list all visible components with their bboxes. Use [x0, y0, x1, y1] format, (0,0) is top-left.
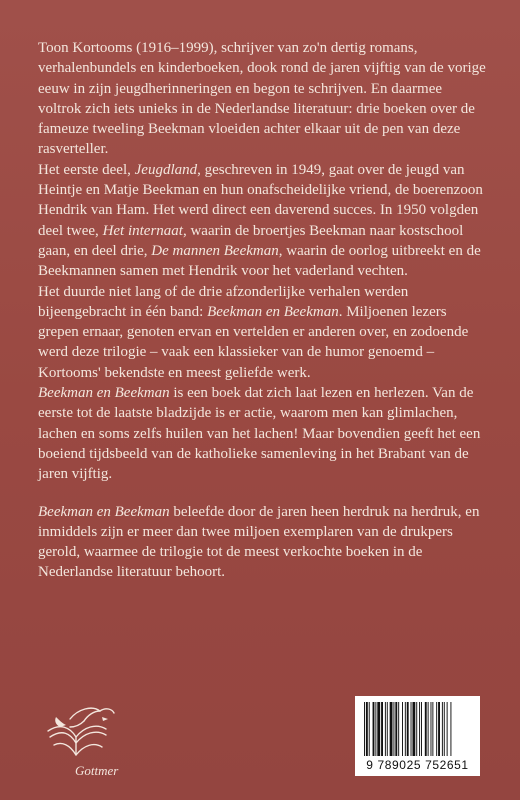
blurb-text [38, 38, 488, 583]
barcode-bar [375, 702, 376, 756]
blurb-p3-c: . Miljoenen lezers grepen ernaar, genoten ervan en vertelden er anderen over, en zodoende werd deze trilogie – vaak een klassieker van de humor genoemd – Kortooms' bekendste en meest geliefde werk. [38, 303, 469, 381]
title-de-mannen-beekman: De mannen Beekman [151, 242, 279, 259]
barcode-bar [425, 702, 427, 756]
barcode-bar [393, 702, 394, 756]
barcode-bar [381, 702, 383, 756]
barcode-bar [450, 702, 451, 756]
barcode-bar [419, 702, 420, 756]
barcode-bar [432, 702, 433, 756]
barcode-bar [377, 702, 380, 756]
blurb-paragraph-4 [38, 383, 488, 484]
blurb-p3-a: Het duurde niet lang of de drie afzonderlijke verhalen werden bijeengebracht in één band: [38, 283, 409, 320]
barcode-bar [421, 702, 422, 756]
blurb-paragraph-5 [38, 502, 488, 583]
barcode-bar [438, 702, 440, 756]
barcode-bar [366, 702, 368, 756]
title-beekman-en-beekman-3: Beekman en Beekman [38, 503, 170, 520]
blurb-p2-a: Het eerste deel, [38, 161, 135, 178]
barcode-bar [428, 702, 429, 756]
title-beekman-en-beekman-2: Beekman en Beekman [38, 385, 170, 402]
title-het-internaat: Het internaat [102, 222, 183, 239]
blurb-p2-c: , geschreven in 1949, gaat over de jeugd van Heintje en Matje Beekman en hun onafscheidelijke vriend, de boerenzoon Hendrik van Ham. Het werd direct een daverend succes. In 1950 volgden deel twee, [38, 161, 483, 239]
barcode-bar [402, 702, 403, 756]
barcode-bar [444, 702, 445, 756]
title-beekman-en-beekman: Beekman en Beekman [207, 303, 339, 320]
barcode-bar [416, 702, 417, 756]
barcode-bar [407, 702, 409, 756]
blurb-p2-g: , waarin de oorlog uitbreekt en de Beekmannen samen met Hendrik voor het vaderland vechten. [38, 242, 481, 280]
barcode-bar [405, 702, 406, 756]
barcode-bar [398, 702, 399, 756]
barcode-bar [412, 702, 415, 756]
blurb-p1-text: Toon Kortooms (1916–1999), schrijver van zo'n dertig romans, verhalenbundels en kinderboeken, dook rond de jaren vijftig van de vorige eeuw in zijn jeugdherinneringen en begon te schrijven. En daarmee voltrok zich iets unieks in de Nederlandse literatuur: drie boeken over de fameuze tweeling Beekman vloeiden achter elkaar uit de pen van deze rasverteller. [38, 40, 486, 158]
isbn-number: 9 789025 752651 [366, 758, 469, 772]
blurb-paragraph-2 [38, 160, 488, 282]
barcode-bar [369, 702, 370, 756]
barcode-bar [447, 702, 448, 756]
barcode-bar [390, 702, 393, 756]
barcode-bar [373, 702, 375, 756]
blurb-paragraph-1 [38, 38, 488, 160]
blurb-p2-e: , waarin de broertjes Beekman naar kostschool gaan, en deel drie, [38, 222, 464, 259]
isbn-barcode [355, 696, 480, 776]
barcode-bar [387, 702, 388, 756]
blurb-p5-b: beleefde door de jaren heen herdruk na herdruk, en inmiddels zijn er meer dan twee miljoen exemplaren van de drukpers gerold, waarmee de trilogie tot de meest verkochte boeken in de Nederlandse literatuur behoort. [38, 503, 480, 581]
blurb-p4-b: is een boek dat zich laat lezen en herlezen. Van de eerste tot de laatste bladzijde is er actie, waarom men kan glimlachen, lachen en soms zelfs huilen van het lachen! Maar bovendien geeft het een boeiend tijdsbeeld van de katholieke samenleving in het Brabant van de jaren vijftig. [38, 385, 481, 483]
barcode-bar [436, 702, 437, 756]
barcode-bar [431, 702, 432, 756]
blurb-paragraph-3 [38, 282, 488, 383]
barcode-bar [411, 702, 412, 756]
title-jeugdland: Jeugdland [134, 161, 198, 178]
barcode-bar [395, 702, 397, 756]
barcode-bar [364, 702, 365, 756]
barcode-bar [442, 702, 443, 756]
publisher-name: Gottmer [75, 763, 119, 778]
barcode-bars [362, 702, 473, 758]
barcode-bar [385, 702, 386, 756]
